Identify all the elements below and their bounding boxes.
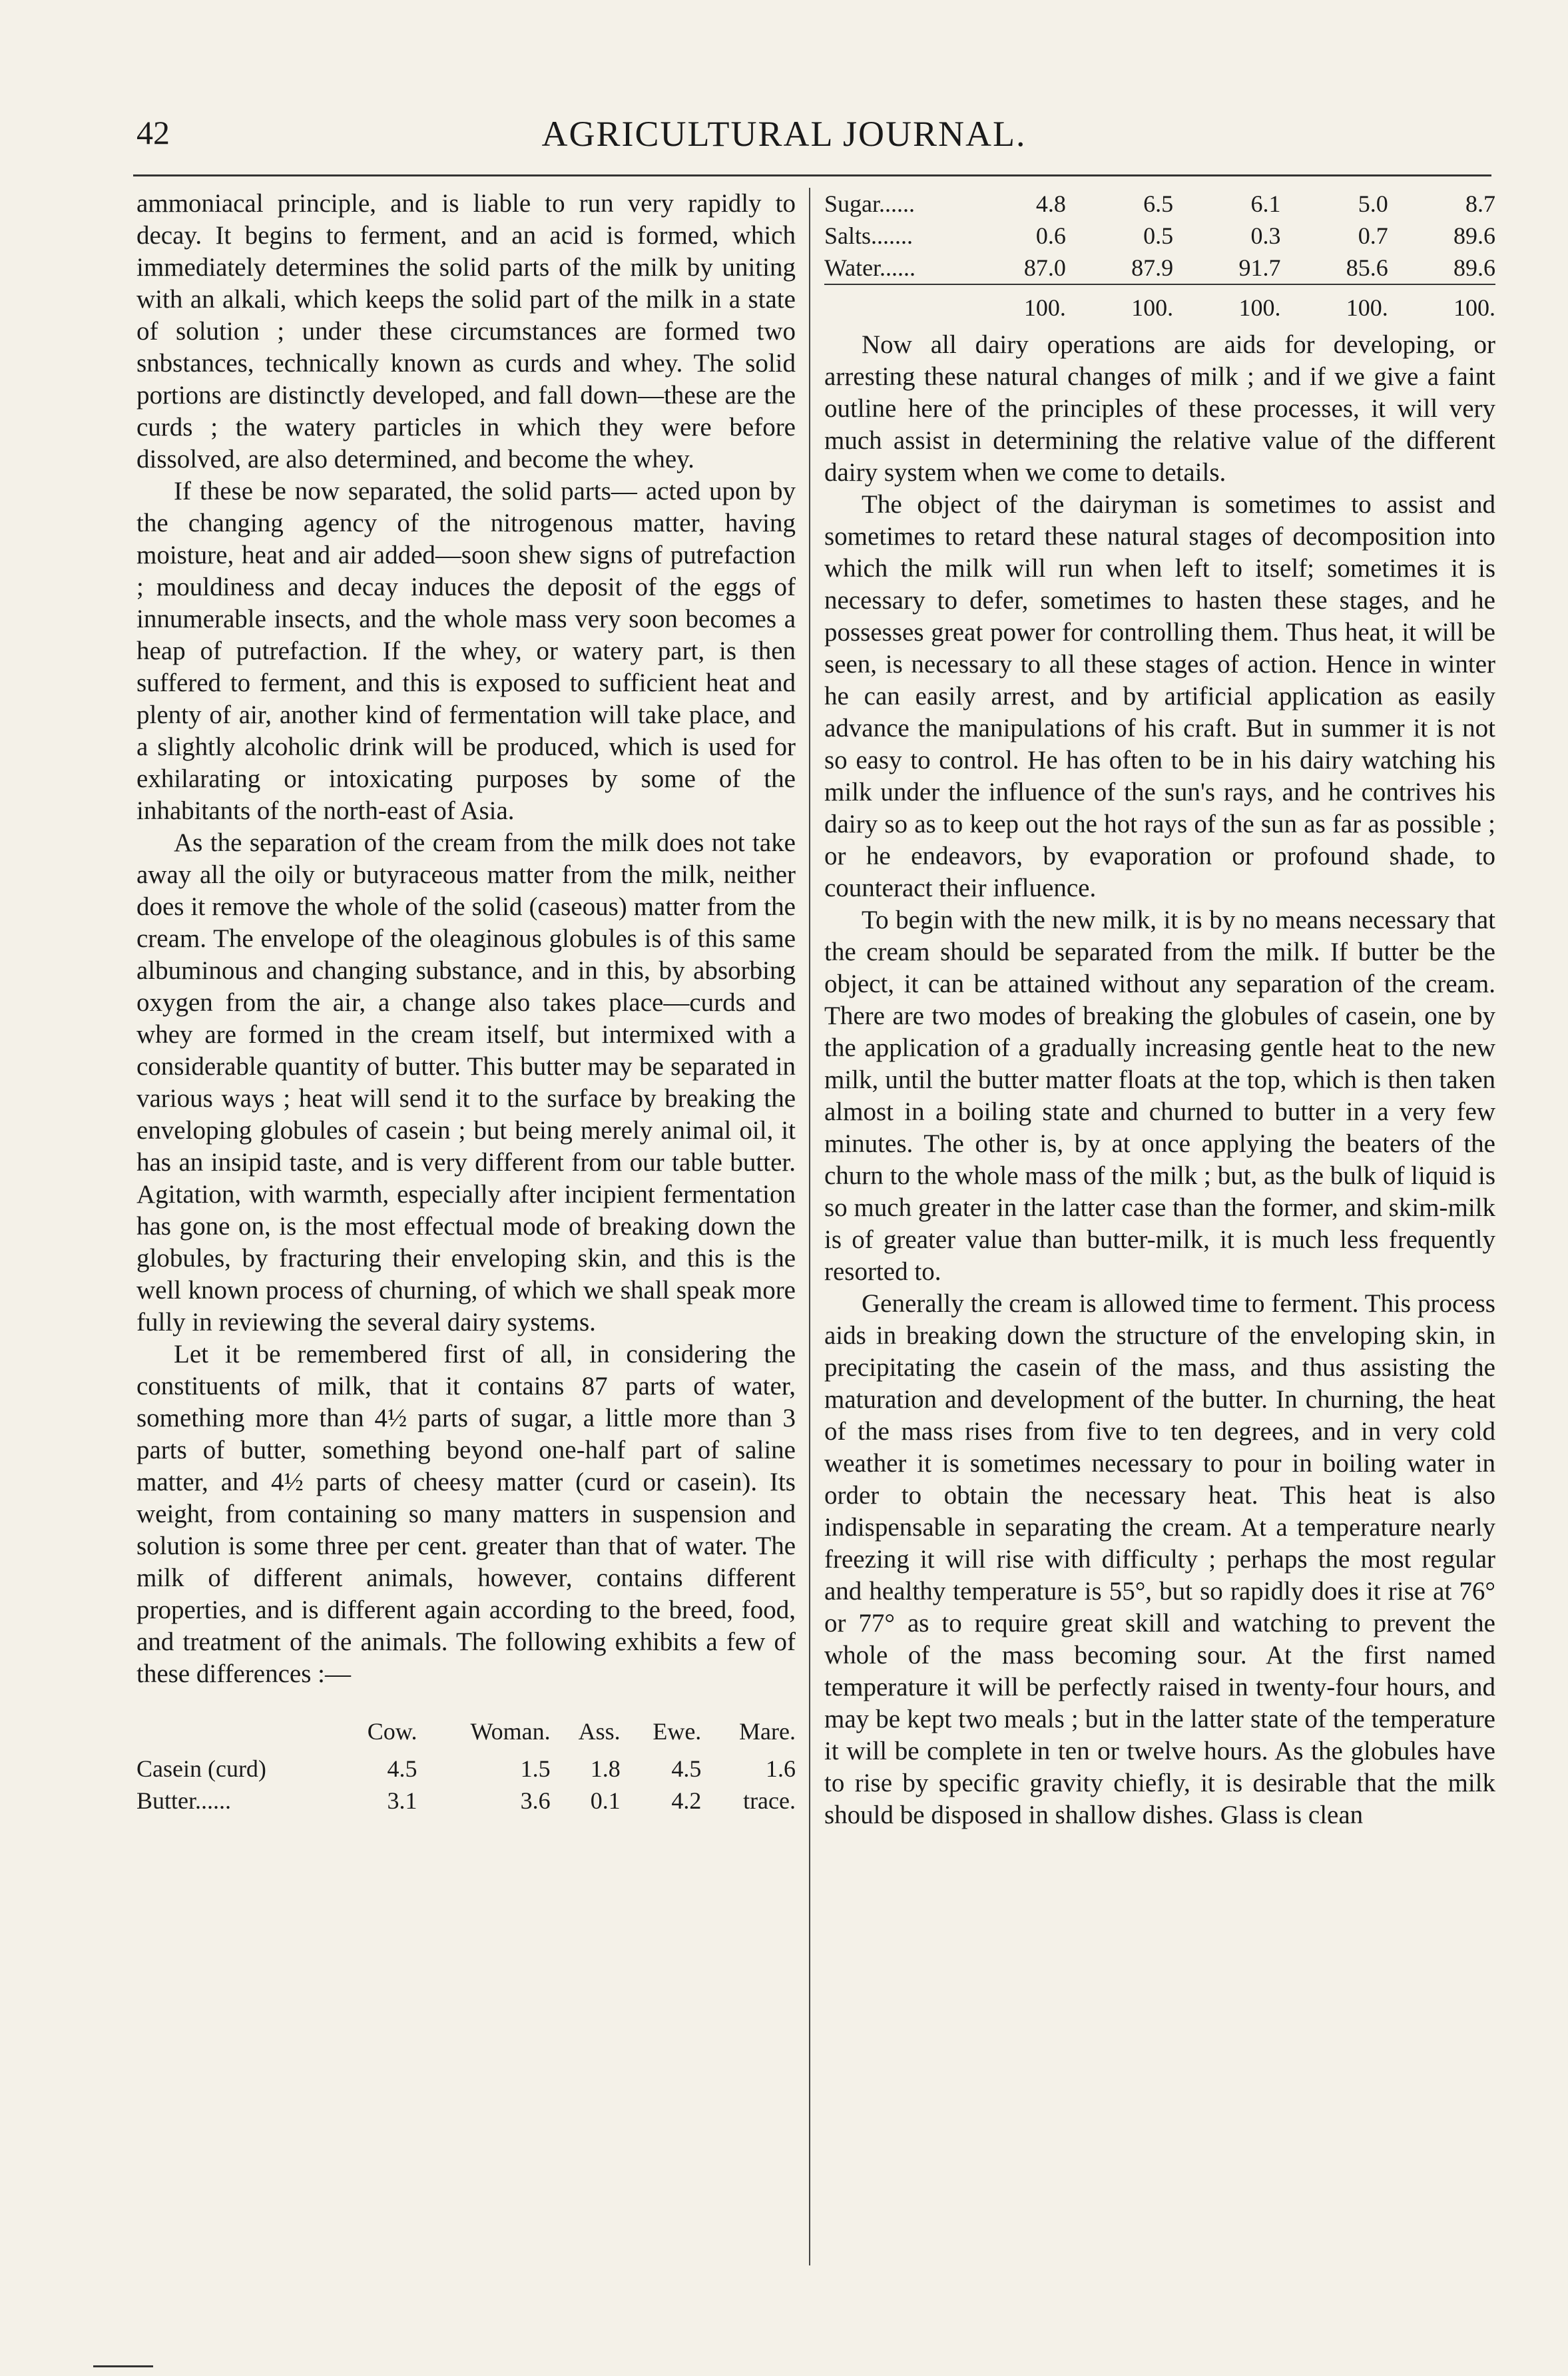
table-cell: 4.5 (387, 1755, 417, 1782)
column-header: Cow. (367, 1718, 417, 1745)
paragraph: Generally the cream is allowed time to ferment. This process aids in breaking down the structure of the enveloping skin, in precipitating the casein of the mass, and thus assisting the maturation and development of the butter. In churning, the heat of the mass rises from five to ten degrees, and in very cold weather it is sometimes necessary to pour in boiling water in order to obtain the necessary heat. This heat is also indispensable in separating the cream. At a temperature nearly freezing it will rise with difficulty ; perhaps the most regular and healthy temperature is 55°, but so rapidly does it rise at 76° or 77° as to require great skill and watching to prevent the whole of the mass becoming sour. At the first named temperature it will be perfectly raised in twenty-four hours, and may be kept two meals ; but in the latter state of the temperature it will be complete in ten or twelve hours. As the globules have to rise by specific gravity chiefly, it is desirable that the milk should be disposed in shallow dishes. Glass is clean (824, 1289, 1495, 1829)
table-cell: 5.0 (1358, 190, 1388, 217)
column-header: Ass. (578, 1718, 621, 1745)
paragraph: Now all dairy operations are aids for developing, or arresting these natural changes of milk ; and if we give a faint outline here of the principles of these processes, it will very much assist in determining the relative value of the different dairy system when we come to details. (824, 330, 1495, 487)
table-cell: 3.6 (520, 1787, 551, 1814)
table-cell: 87.0 (1023, 254, 1066, 281)
table-totals-row (824, 284, 1495, 324)
table-cell: 89.6 (1453, 222, 1495, 249)
table-cell: 0.6 (1035, 222, 1066, 249)
table-cell: 1.8 (590, 1755, 621, 1782)
row-label: Casein (curd) (136, 1755, 266, 1782)
table-cell: trace. (743, 1787, 796, 1814)
paragraph: As the separation of the cream from the milk does not take away all the oily or butyraceous matter from the milk, neither does it remove the whole of the solid (caseous) matter from the cream. The envelope of the oleaginous globules is of this same albuminous and changing substance, and in this, by absorbing oxygen from the air, a change also takes place—curds and whey are formed in the cream itself, but intermixed with a considerable quantity of butter. This butter may be separated in various ways ; heat will send it to the surface by breaking the enveloping globules of casein ; but being merely animal oil, it has an insipid taste, and is very different from our table butter. Agitation, with warmth, especially after incipient fermentation has gone on, is the most effectual mode of breaking down the globules, by fracturing their enveloping skin, and this is the well known process of churning, of which we shall speak more fully in reviewing the several dairy systems. (136, 828, 796, 1336)
table-row (136, 1785, 796, 1817)
row-label: Salts....... (824, 222, 914, 249)
table-cell: 100. (1280, 284, 1388, 324)
paragraph: To begin with the new milk, it is by no means necessary that the cream should be separated from the milk. If butter be the object, it can be attained without any separation of the cream. There are two modes of breaking the globules of casein, one by the application of a gradually increasing gentle heat to the new milk, until the butter matter floats at the top, which is then taken almost in a boiling state and churned to butter in a very few minutes. The other is, by at once applying the beaters of the churn to the whole mass of the milk ; but, as the bulk of liquid is so much greater in the latter case than the former, and skim-milk is of greater value than butter-milk, it is much less frequently resorted to. (824, 906, 1495, 1286)
paragraph: The object of the dairyman is sometimes to assist and sometimes to retard these natural stages of decomposition into which the milk will run when left to itself; sometimes it is necessary to defer, sometimes to hasten these stages, and he possesses great power for controlling them. Thus heat, it will be seen, is necessary to all these stages of action. Hence in winter he can easily arrest, and by artificial application as easily advance the manipulations of his craft. But in summer it is not so easy to control. He has often to be in his dairy watching his milk under the influence of the sun's rays, and he contrives his dairy so as to keep out the hot rays of the sun as far as possible ; or he endeavors, by evaporation or profound shade, to counteract their influence. (824, 490, 1495, 902)
table-cell: 1.6 (766, 1755, 796, 1782)
table-cell: 89.6 (1453, 254, 1495, 281)
header-rule (133, 174, 1491, 176)
page-number: 42 (136, 114, 170, 151)
table-cell: 3.1 (387, 1787, 417, 1814)
table-cell: 100. (959, 284, 1066, 324)
table-cell: 87.9 (1131, 254, 1174, 281)
table-cell: 6.1 (1250, 190, 1281, 217)
table-row (136, 1753, 796, 1785)
row-label: Butter...... (136, 1787, 231, 1814)
table-cell: 0.1 (590, 1787, 621, 1814)
table-cell: 6.5 (1143, 190, 1174, 217)
table-cell: 0.5 (1143, 222, 1174, 249)
footer-rule (93, 2365, 153, 2367)
running-title: AGRICULTURAL JOURNAL. (541, 114, 1027, 154)
table-cell: 91.7 (1238, 254, 1281, 281)
table-cell: 0.7 (1358, 222, 1388, 249)
table-cell: 4.2 (671, 1787, 702, 1814)
left-column (136, 188, 796, 1817)
table-cell: 4.5 (671, 1755, 702, 1782)
table-row (824, 252, 1495, 284)
right-column (824, 188, 1495, 1831)
table-cell: 100. (1388, 284, 1495, 324)
milk-table-top (136, 1710, 796, 1817)
table-cell: 1.5 (520, 1755, 551, 1782)
table-cell: 0.3 (1250, 222, 1281, 249)
table-cell: 100. (1066, 284, 1173, 324)
row-label: Sugar...... (824, 190, 915, 217)
table-row (824, 188, 1495, 220)
milk-table-continued (824, 188, 1495, 324)
table-header-row (136, 1710, 796, 1753)
column-header: Woman. (470, 1718, 551, 1745)
table-row (824, 220, 1495, 252)
row-label: Water...... (824, 254, 916, 281)
table-cell: 8.7 (1465, 190, 1495, 217)
column-divider (809, 188, 810, 2265)
table-cell: 85.6 (1346, 254, 1388, 281)
table-cell: 4.8 (1035, 190, 1066, 217)
paragraph: Let it be remembered first of all, in considering the constituents of milk, that it contains 87 parts of water, something more than 4½ parts of sugar, a little more than 3 parts of butter, something beyond one-half part of saline matter, and 4½ parts of cheesy matter (curd or casein). Its weight, from containing so many matters in suspension and solution is some three per cent. greater than that of water. The milk of different animals, however, contains different properties, and is different again according to the breed, food, and treatment of the animals. The following exhibits a few of these differences :— (136, 1340, 796, 1688)
table-cell: 100. (1173, 284, 1280, 324)
paragraph: ammoniacal principle, and is liable to run very rapidly to decay. It begins to ferment, and an acid is formed, which immediately determines the solid parts of the milk by uniting with an alkali, which keeps the solid part of the milk in a state of solution ; under these circumstances are formed two snbstances, technically known as curds and whey. The solid portions are distinctly developed, and fall down—these are the curds ; the watery particles in which they were before dissolved, are also determined, and become the whey. (136, 189, 796, 473)
paragraph: If these be now separated, the solid parts— acted upon by the changing agency of the nitrogenous matter, having moisture, heat and air added—soon shew signs of putrefaction ; mouldiness and decay induces the deposit of the eggs of innumerable insects, and the whole mass very soon becomes a heap of putrefaction. If the whey, or watery part, is then suffered to ferment, and this is exposed to sufficient heat and plenty of air, another kind of fermentation will take place, and a slightly alcoholic drink will be produced, which is used for exhilarating or intoxicating purposes by some of the inhabitants of the north-east of Asia. (136, 477, 796, 825)
column-header: Mare. (739, 1718, 796, 1745)
column-header: Ewe. (653, 1718, 702, 1745)
